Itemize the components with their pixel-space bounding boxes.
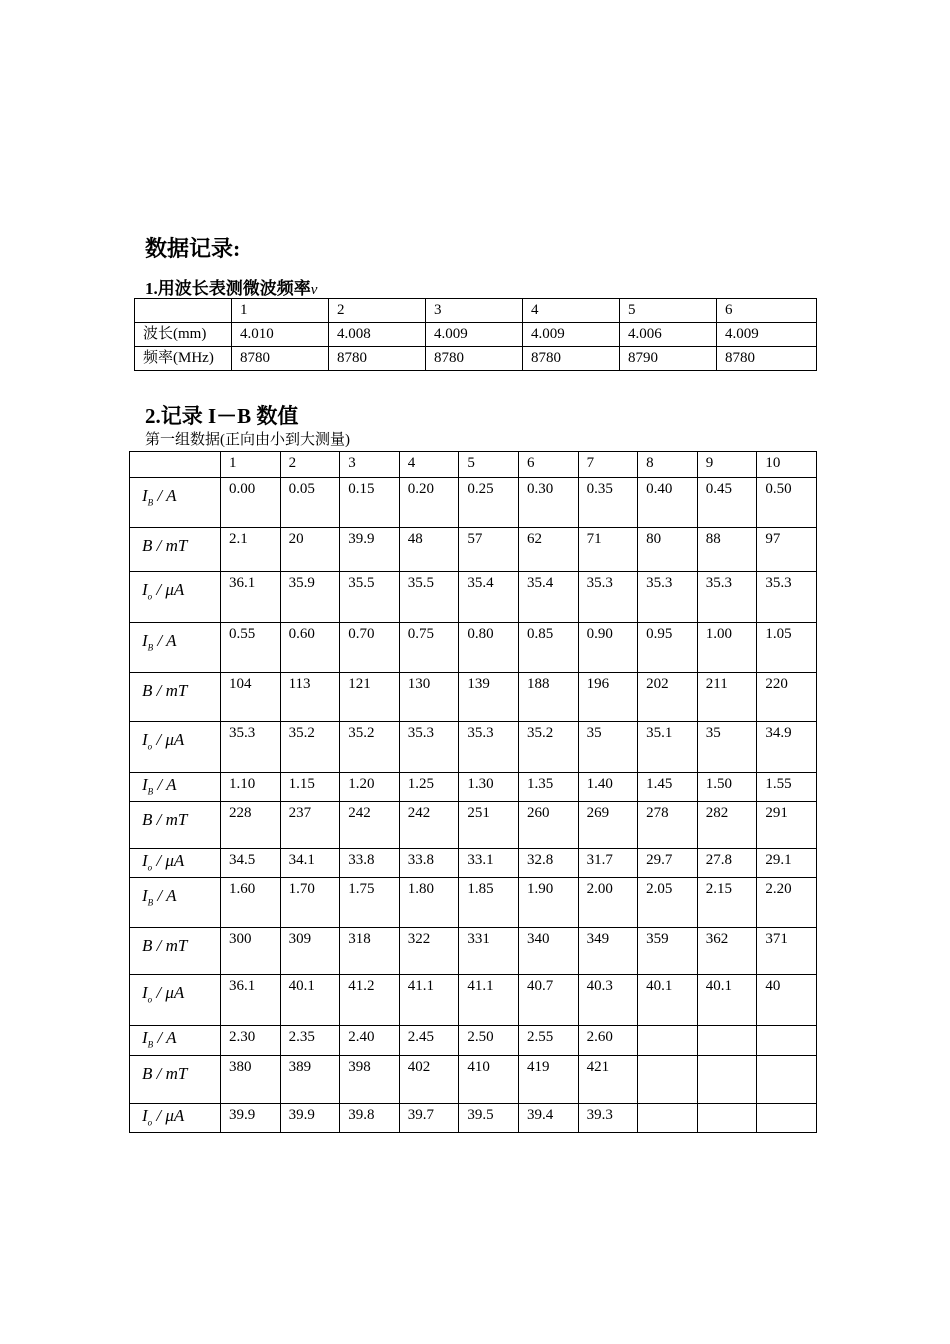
table-cell: 211: [697, 673, 757, 722]
table-cell: 220: [757, 673, 817, 722]
table-cell: 0.25: [459, 478, 519, 528]
table-cell: 2.40: [340, 1026, 400, 1056]
table-cell: 34.5: [221, 849, 281, 878]
label-unit: / μA: [152, 983, 185, 1002]
table-cell: 349: [578, 928, 638, 975]
table-cell: 1.10: [221, 773, 281, 802]
table-cell: 2.15: [697, 878, 757, 928]
table-cell: 36.1: [221, 975, 281, 1026]
table-cell: 419: [518, 1056, 578, 1104]
table-cell: 322: [399, 928, 459, 975]
row-label-ib: [130, 773, 221, 802]
label-symbol: B: [142, 810, 153, 829]
table-cell: 35.3: [757, 572, 817, 623]
row-label-b: [130, 1056, 221, 1104]
table-cell: 97: [757, 528, 817, 572]
table-cell: 34.1: [280, 849, 340, 878]
table-cell: 88: [697, 528, 757, 572]
label-subscript: B: [147, 1039, 154, 1050]
table-cell: 8780: [523, 347, 620, 371]
table-cell: 2.50: [459, 1026, 519, 1056]
table-cell: 20: [280, 528, 340, 572]
table-cell: 380: [221, 1056, 281, 1104]
table-cell: 4.009: [523, 323, 620, 347]
table-cell: 1.85: [459, 878, 519, 928]
table-cell: 2.05: [638, 878, 698, 928]
label-subscript: o: [147, 591, 153, 602]
label-symbol: I: [142, 775, 148, 794]
table-cell: 35.3: [578, 572, 638, 623]
table-cell: 39.9: [340, 528, 400, 572]
table-row: [130, 478, 817, 528]
table-cell: 35.1: [638, 722, 698, 773]
table-cell: 0.50: [757, 478, 817, 528]
section1-title: 1.用波长表测微波频率ν: [145, 279, 318, 298]
table-cell: 48: [399, 528, 459, 572]
table-cell: 2.35: [280, 1026, 340, 1056]
table-row: [130, 673, 817, 722]
table-cell: 130: [399, 673, 459, 722]
table-cell: 36.1: [221, 572, 281, 623]
table-cell: 2.60: [578, 1026, 638, 1056]
table-cell: 0.45: [697, 478, 757, 528]
table-header-row: [130, 452, 817, 478]
table-cell: 40.1: [697, 975, 757, 1026]
table-cell: 41.1: [399, 975, 459, 1026]
table-cell: 41.2: [340, 975, 400, 1026]
table-cell: 0.15: [340, 478, 400, 528]
row-label-io: [130, 975, 221, 1026]
table-row: [130, 1056, 817, 1104]
table-cell: 0.70: [340, 623, 400, 673]
table-cell: 35.4: [518, 572, 578, 623]
table-cell: 0.60: [280, 623, 340, 673]
table-cell: 35.5: [399, 572, 459, 623]
table-cell: 260: [518, 802, 578, 849]
label-symbol: I: [142, 730, 148, 749]
table-cell: 39.5: [459, 1104, 519, 1133]
table-cell: 62: [518, 528, 578, 572]
nu-symbol: ν: [310, 282, 318, 298]
page-heading: 数据记录:: [145, 236, 241, 261]
table-cell: 35.3: [399, 722, 459, 773]
label-symbol: B: [142, 681, 153, 700]
table-row: [130, 528, 817, 572]
label-unit: / mT: [152, 681, 188, 700]
table-cell: 196: [578, 673, 638, 722]
label-symbol: I: [142, 886, 148, 905]
table-cell: [638, 1026, 698, 1056]
table-cell: 29.1: [757, 849, 817, 878]
column-header: 4: [399, 452, 459, 478]
table-cell: 35.2: [340, 722, 400, 773]
ib-table: [129, 451, 817, 1133]
table-cell: 1.00: [697, 623, 757, 673]
table-cell: 318: [340, 928, 400, 975]
section2-note: 第一组数据(正向由小到大测量): [145, 432, 350, 448]
row-label-io: [130, 572, 221, 623]
column-header: [135, 299, 232, 323]
row-label-b: [130, 673, 221, 722]
column-header: 3: [340, 452, 400, 478]
label-unit: / mT: [152, 936, 188, 955]
table-cell: 1.75: [340, 878, 400, 928]
table-cell: 35: [578, 722, 638, 773]
table-cell: 1.15: [280, 773, 340, 802]
table-cell: 4.006: [620, 323, 717, 347]
table-cell: 421: [578, 1056, 638, 1104]
table-cell: 33.8: [399, 849, 459, 878]
table-cell: 1.60: [221, 878, 281, 928]
table-cell: 300: [221, 928, 281, 975]
row-label-io: [130, 1104, 221, 1133]
table-cell: 0.05: [280, 478, 340, 528]
table-cell: [697, 1104, 757, 1133]
table-cell: 0.90: [578, 623, 638, 673]
table-cell: 2.30: [221, 1026, 281, 1056]
table-cell: 0.30: [518, 478, 578, 528]
label-symbol: B: [142, 936, 153, 955]
label-symbol: I: [142, 1028, 148, 1047]
table-cell: 0.80: [459, 623, 519, 673]
label-unit: / μA: [152, 580, 185, 599]
table-cell: 33.8: [340, 849, 400, 878]
table-cell: 1.40: [578, 773, 638, 802]
row-label: 波长(mm): [135, 323, 232, 347]
table-cell: 35.5: [340, 572, 400, 623]
table-cell: 242: [340, 802, 400, 849]
table-cell: 57: [459, 528, 519, 572]
table-cell: 39.3: [578, 1104, 638, 1133]
table-row: [130, 1104, 817, 1133]
table-cell: [697, 1026, 757, 1056]
table-cell: 371: [757, 928, 817, 975]
table-cell: 2.20: [757, 878, 817, 928]
table-cell: 2.00: [578, 878, 638, 928]
label-unit: / μA: [152, 851, 185, 870]
table-cell: 8790: [620, 347, 717, 371]
label-unit: / mT: [152, 810, 188, 829]
table-cell: 39.8: [340, 1104, 400, 1133]
table-cell: 278: [638, 802, 698, 849]
column-header: 9: [697, 452, 757, 478]
label-unit: / μA: [152, 730, 185, 749]
label-unit: / A: [153, 631, 177, 650]
table-cell: 39.7: [399, 1104, 459, 1133]
table-cell: 362: [697, 928, 757, 975]
table-row: [130, 722, 817, 773]
column-header: 4: [523, 299, 620, 323]
column-header: 7: [578, 452, 638, 478]
table-cell: 402: [399, 1056, 459, 1104]
label-symbol: I: [142, 1106, 148, 1125]
table-cell: [638, 1104, 698, 1133]
table-cell: 309: [280, 928, 340, 975]
column-header: 6: [518, 452, 578, 478]
table-cell: 0.85: [518, 623, 578, 673]
label-subscript: o: [147, 1117, 153, 1128]
table-cell: 121: [340, 673, 400, 722]
table-cell: 8780: [232, 347, 329, 371]
table-cell: 27.8: [697, 849, 757, 878]
table-cell: 269: [578, 802, 638, 849]
table-cell: 251: [459, 802, 519, 849]
table-cell: 40.3: [578, 975, 638, 1026]
table-cell: 34.9: [757, 722, 817, 773]
label-symbol: I: [142, 580, 148, 599]
label-symbol: B: [142, 536, 153, 555]
table-cell: 237: [280, 802, 340, 849]
table-cell: [697, 1056, 757, 1104]
label-subscript: o: [147, 862, 153, 873]
table-row: [130, 1026, 817, 1056]
table-cell: 291: [757, 802, 817, 849]
table-cell: 2.45: [399, 1026, 459, 1056]
table-cell: 202: [638, 673, 698, 722]
table-cell: 35.3: [459, 722, 519, 773]
table-cell: [757, 1104, 817, 1133]
label-unit: / A: [153, 486, 177, 505]
table-cell: 35.4: [459, 572, 519, 623]
table-cell: 35.2: [280, 722, 340, 773]
table-cell: 188: [518, 673, 578, 722]
table-cell: [757, 1026, 817, 1056]
label-symbol: I: [142, 486, 148, 505]
column-header: 2: [280, 452, 340, 478]
column-header: 1: [232, 299, 329, 323]
label-symbol: I: [142, 983, 148, 1002]
row-label-b: [130, 928, 221, 975]
table-row: [135, 323, 817, 347]
table-row: [130, 802, 817, 849]
table-cell: 389: [280, 1056, 340, 1104]
table-cell: 31.7: [578, 849, 638, 878]
label-unit: / mT: [152, 536, 188, 555]
table-cell: 1.20: [340, 773, 400, 802]
table-row: [130, 849, 817, 878]
table-row: [130, 975, 817, 1026]
label-symbol: I: [142, 851, 148, 870]
table-cell: 71: [578, 528, 638, 572]
label-subscript: B: [147, 642, 154, 653]
table-cell: 4.008: [329, 323, 426, 347]
table-cell: 39.9: [221, 1104, 281, 1133]
label-subscript: o: [147, 741, 153, 752]
table-cell: 32.8: [518, 849, 578, 878]
row-label-b: [130, 528, 221, 572]
table-cell: 35.2: [518, 722, 578, 773]
table-cell: 35.3: [638, 572, 698, 623]
table-cell: 0.20: [399, 478, 459, 528]
table-cell: 8780: [329, 347, 426, 371]
table-cell: 35.3: [697, 572, 757, 623]
table-cell: 4.010: [232, 323, 329, 347]
table-cell: 1.45: [638, 773, 698, 802]
table-row: [130, 572, 817, 623]
label-subscript: B: [147, 497, 154, 508]
table-cell: 1.30: [459, 773, 519, 802]
table-cell: 0.75: [399, 623, 459, 673]
table-cell: 8780: [426, 347, 523, 371]
label-symbol: I: [142, 631, 148, 650]
table-cell: 1.80: [399, 878, 459, 928]
column-header: 8: [638, 452, 698, 478]
table-cell: 1.70: [280, 878, 340, 928]
table-cell: 2.55: [518, 1026, 578, 1056]
table-cell: 1.50: [697, 773, 757, 802]
table-row: [135, 347, 817, 371]
table-row: [130, 928, 817, 975]
column-header: 1: [221, 452, 281, 478]
table-cell: 0.35: [578, 478, 638, 528]
table-cell: 398: [340, 1056, 400, 1104]
table-cell: 40.1: [638, 975, 698, 1026]
label-unit: / μA: [152, 1106, 185, 1125]
table-cell: 39.4: [518, 1104, 578, 1133]
column-header: 6: [717, 299, 817, 323]
table-cell: 40.1: [280, 975, 340, 1026]
label-unit: / mT: [152, 1064, 188, 1083]
table-cell: 359: [638, 928, 698, 975]
row-label-b: [130, 802, 221, 849]
table-cell: 242: [399, 802, 459, 849]
table-cell: 35.9: [280, 572, 340, 623]
table-cell: 1.55: [757, 773, 817, 802]
label-symbol: B: [142, 1064, 153, 1083]
table-cell: 41.1: [459, 975, 519, 1026]
label-unit: / A: [153, 775, 177, 794]
table-cell: 4.009: [426, 323, 523, 347]
table-cell: [638, 1056, 698, 1104]
table-cell: 35.3: [221, 722, 281, 773]
label-subscript: B: [147, 786, 154, 797]
table-row: [130, 773, 817, 802]
table-cell: 35: [697, 722, 757, 773]
row-label: 频率(MHz): [135, 347, 232, 371]
table-cell: 29.7: [638, 849, 698, 878]
column-header: 10: [757, 452, 817, 478]
table-cell: 8780: [717, 347, 817, 371]
table-cell: 0.55: [221, 623, 281, 673]
table-cell: 0.00: [221, 478, 281, 528]
frequency-table: [134, 298, 817, 371]
table-cell: 0.40: [638, 478, 698, 528]
row-label-io: [130, 849, 221, 878]
table-cell: 2.1: [221, 528, 281, 572]
table-cell: 80: [638, 528, 698, 572]
label-subscript: B: [147, 897, 154, 908]
table-cell: 0.95: [638, 623, 698, 673]
table-cell: 1.35: [518, 773, 578, 802]
table-cell: 104: [221, 673, 281, 722]
row-label-ib: [130, 1026, 221, 1056]
table-cell: 33.1: [459, 849, 519, 878]
table-cell: 40: [757, 975, 817, 1026]
row-label-ib: [130, 623, 221, 673]
column-header: 2: [329, 299, 426, 323]
table-cell: 40.7: [518, 975, 578, 1026]
table-cell: 1.25: [399, 773, 459, 802]
table-cell: 39.9: [280, 1104, 340, 1133]
label-subscript: o: [147, 994, 153, 1005]
table-cell: 113: [280, 673, 340, 722]
table-cell: 1.05: [757, 623, 817, 673]
table-cell: 228: [221, 802, 281, 849]
table-cell: 282: [697, 802, 757, 849]
column-header: 5: [459, 452, 519, 478]
table-cell: 4.009: [717, 323, 817, 347]
label-unit: / A: [153, 1028, 177, 1047]
column-header: 3: [426, 299, 523, 323]
table-row: [130, 623, 817, 673]
table-cell: 410: [459, 1056, 519, 1104]
table-cell: [757, 1056, 817, 1104]
table-header-row: [135, 299, 817, 323]
table-cell: 139: [459, 673, 519, 722]
row-label-io: [130, 722, 221, 773]
table-cell: 1.90: [518, 878, 578, 928]
label-unit: / A: [153, 886, 177, 905]
section2-title: 2.记录 I－B 数值: [145, 404, 299, 428]
table-row: [130, 878, 817, 928]
row-label-ib: [130, 478, 221, 528]
table-cell: 340: [518, 928, 578, 975]
column-header: [130, 452, 221, 478]
row-label-ib: [130, 878, 221, 928]
table-cell: 331: [459, 928, 519, 975]
column-header: 5: [620, 299, 717, 323]
